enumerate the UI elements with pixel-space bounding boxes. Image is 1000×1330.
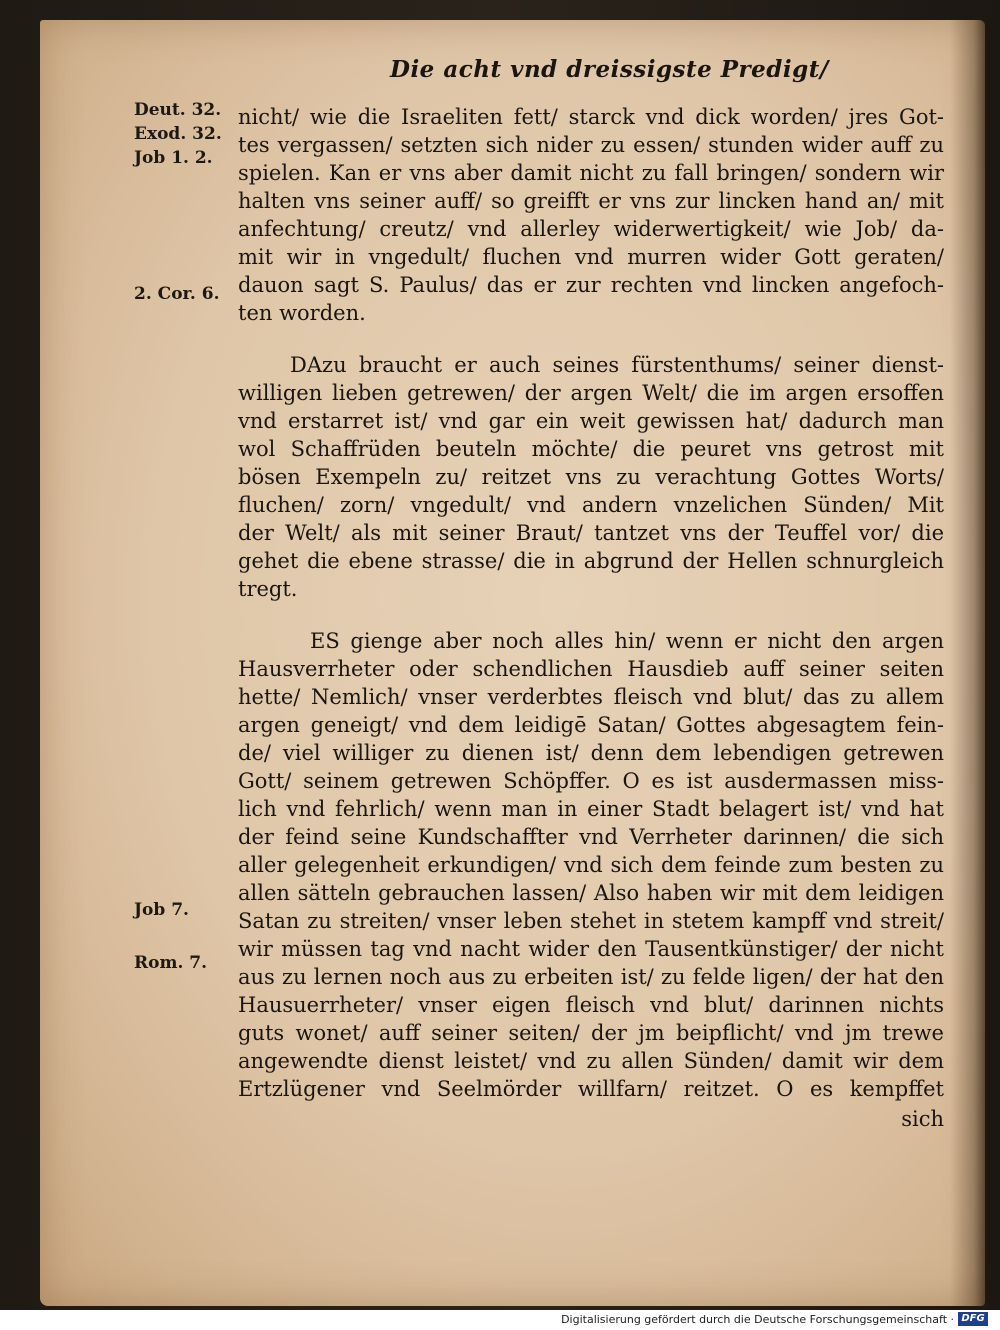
text-line: fluchen/ zorn/ vngedult/ vnd andern vnzelichen Sünden/ Mit xyxy=(238,493,944,517)
text-line: Hausuerrheter/ vnser eigen fleisch vnd blut/ darinnen nichts xyxy=(238,993,944,1017)
margin-note-exod: Exod. 32. xyxy=(134,124,222,144)
text-line: wir müssen tag vnd nacht wider den Tausentkünstiger/ der nicht xyxy=(238,937,944,961)
text-line: bösen Exempeln zu/ reitzet vns zu verachtung Gottes Worts/ xyxy=(238,465,944,489)
text-line: aus zu lernen noch aus zu erbeiten ist/ zu felde ligen/ der hat den xyxy=(238,965,944,989)
text-line: dauon sagt S. Paulus/ das er zur rechten vnd lincken angefoch- xyxy=(238,273,944,297)
text-line: vnd erstarret ist/ vnd gar ein weit gewissen hat/ dadurch man xyxy=(238,409,944,433)
page-gutter-shadow xyxy=(950,20,990,1306)
paragraph-start-line: ES gienge aber noch alles hin/ wenn er nicht den argen xyxy=(310,629,944,653)
dfg-logo: DFG xyxy=(958,1312,988,1326)
text-line: de/ viel williger zu dienen ist/ denn dem lebendigen getrewen xyxy=(238,741,944,765)
text-line: spielen. Kan er vns aber damit nicht zu fall bringen/ sondern wir xyxy=(238,161,944,185)
digitization-credit: Digitalisierung gefördert durch die Deutsche Forschungsgemeinschaft · xyxy=(561,1313,954,1326)
text-line: argen geneigt/ vnd dem leidigē Satan/ Gottes abgesagtem fein- xyxy=(238,713,944,737)
margin-note-rom: Rom. 7. xyxy=(134,953,208,973)
text-line: gehet die ebene strasse/ die in abgrund der Hellen schnurgleich xyxy=(238,549,944,573)
text-line: halten vns seiner auff/ so greifft er vns zur lincken hand an/ mit xyxy=(238,189,944,213)
text-line: Ertzlügener vnd Seelmörder willfarn/ reitzet. O es kempffet xyxy=(238,1077,944,1101)
margin-note-job-7: Job 7. xyxy=(134,900,189,920)
text-line: anfechtung/ creutz/ vnd allerley widerwertigkeit/ wie Job/ da- xyxy=(238,217,944,241)
text-line: ten worden. xyxy=(238,301,366,325)
text-line: Satan zu streiten/ vnser leben stehet in stetem kampff vnd streit/ xyxy=(238,909,944,933)
text-line: Gott/ seinem getrewen Schöpffer. O es ist ausdermassen miss- xyxy=(238,769,944,793)
text-line: lich vnd fehrlich/ wenn man in einer Stadt belagert ist/ vnd hat xyxy=(238,797,944,821)
text-line: guts wonet/ auff seiner seiten/ der jm beipflicht/ vnd jm trewe xyxy=(238,1021,944,1045)
margin-note-cor: 2. Cor. 6. xyxy=(134,284,220,304)
paragraph-start-line: DAzu braucht er auch seines fürstenthums/ seiner dienst- xyxy=(290,353,944,377)
text-line: willigen lieben getrewen/ der argen Welt/ die im argen ersoffen xyxy=(238,381,944,405)
margin-note-job-1: Job 1. 2. xyxy=(134,148,213,168)
text-line: Hausverrheter oder schendlichen Hausdieb auff seiner seiten xyxy=(238,657,944,681)
text-line: tregt. xyxy=(238,577,298,601)
text-line: wol Schaffrüden beuteln möchte/ die peuret vns getrost mit xyxy=(238,437,944,461)
text-line: tes vergassen/ setzten sich nider zu essen/ stunden wider auff zu xyxy=(238,133,944,157)
text-line: der Welt/ als mit seiner Braut/ tantzet vns der Teuffel vor/ die xyxy=(238,521,944,545)
text-line: aller gelegenheit erkundigen/ vnd sich dem feinde zum besten zu xyxy=(238,853,944,877)
margin-note-deut: Deut. 32. xyxy=(134,100,222,120)
text-line: allen sätteln gebrauchen lassen/ Also haben wir mit dem leidigen xyxy=(238,881,944,905)
text-line: mit wir in vngedult/ fluchen vnd murren wider Gott geraten/ xyxy=(238,245,944,269)
text-line: hette/ Nemlich/ vnser verderbtes fleisch vnd blut/ das zu allem xyxy=(238,685,944,709)
text-line: der feind seine Kundschaffter vnd Verrheter darinnen/ die sich xyxy=(238,825,944,849)
text-line: nicht/ wie die Israeliten fett/ starck vnd dick worden/ jres Got- xyxy=(238,105,944,129)
catchword: sich xyxy=(901,1107,944,1131)
page-heading: Die acht vnd dreissigste Predigt/ xyxy=(390,56,829,83)
text-line: angewendte dienst leistet/ vnd zu allen Sünden/ damit wir dem xyxy=(238,1049,944,1073)
